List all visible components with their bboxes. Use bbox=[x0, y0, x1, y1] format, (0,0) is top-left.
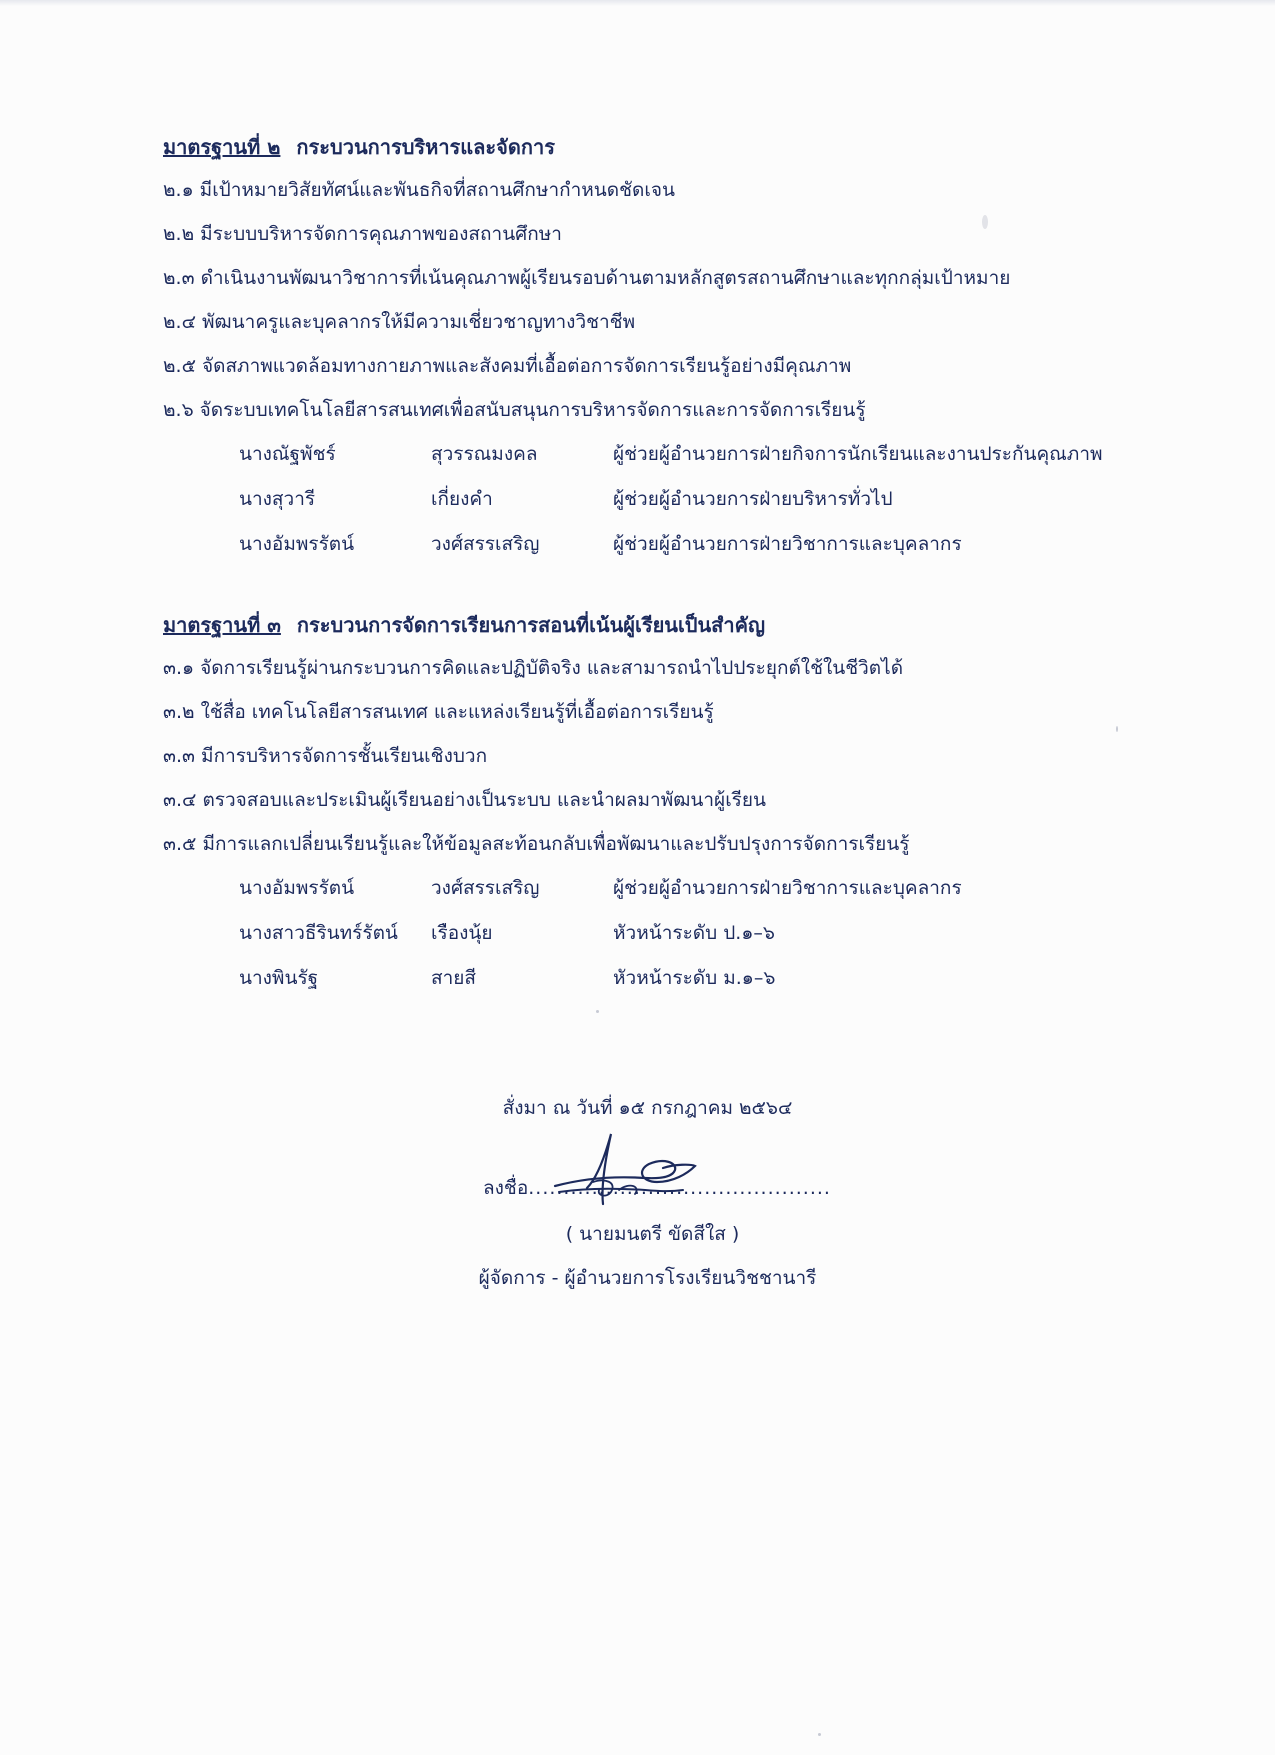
standard-item: ๓.๕ มีการแลกเปลี่ยนเรียนรู้และให้ข้อมูลสะท้อนกลับเพื่อพัฒนาและปรับปรุงการจัดการเรียนรู้ bbox=[163, 833, 910, 855]
assignee-role: ผู้ช่วยผู้อำนวยการฝ่ายกิจการนักเรียนและงานประกันคุณภาพ bbox=[613, 443, 1103, 465]
assignee-last-name: สายสี bbox=[431, 967, 476, 989]
assignee-row bbox=[163, 522, 1010, 567]
standard-3-heading bbox=[163, 604, 909, 646]
order-date: สั่งมา ณ วันที่ ๑๕ กรกฎาคม ๒๕๖๔ bbox=[502, 1097, 793, 1119]
assignee-first-name: นางสุวารี bbox=[239, 488, 316, 510]
standard-item: ๒.๓ ดำเนินงานพัฒนาวิชาการที่เน้นคุณภาพผู้เรียนรอบด้านตามหลักสูตรสถานศึกษาและทุกกลุ่มเป้าหมาย bbox=[163, 267, 1011, 289]
scan-speck bbox=[818, 1733, 821, 1736]
assignee-last-name: วงศ์สรรเสริญ bbox=[431, 877, 540, 899]
standard-2-section bbox=[163, 126, 1103, 567]
assignee-first-name: นางณัฐพัชร์ bbox=[239, 443, 336, 465]
standard-item: ๓.๒ ใช้สื่อ เทคโนโลยีสารสนเทศ และแหล่งเรียนรู้ที่เอื้อต่อการเรียนรู้ bbox=[163, 701, 714, 723]
assignee-role: ผู้ช่วยผู้อำนวยการฝ่ายบริหารทั่วไป bbox=[613, 488, 893, 510]
standard-2-label: มาตรฐานที่ ๒ bbox=[163, 135, 281, 159]
scan-edge bbox=[0, 0, 1275, 6]
assignee-row bbox=[163, 956, 909, 1001]
assignee-role: หัวหน้าระดับ ป.๑–๖ bbox=[613, 922, 775, 944]
standard-3-title: กระบวนการจัดการเรียนการสอนที่เน้นผู้เรียนเป็นสำคัญ bbox=[296, 613, 766, 637]
assignee-last-name: สุวรรณมงคล bbox=[431, 443, 538, 465]
standard-2-title: กระบวนการบริหารและจัดการ bbox=[296, 135, 555, 159]
standard-item: ๓.๓ มีการบริหารจัดการชั้นเรียนเชิงบวก bbox=[163, 745, 488, 767]
assignee-first-name: นางสาวธีรินทร์รัตน์ bbox=[239, 922, 398, 944]
standard-item: ๒.๒ มีระบบบริหารจัดการคุณภาพของสถานศึกษา bbox=[163, 223, 562, 245]
assignee-role: ผู้ช่วยผู้อำนวยการฝ่ายวิชาการและบุคลากร bbox=[613, 533, 962, 555]
scan-speck bbox=[596, 1010, 599, 1013]
assignee-last-name: วงศ์สรรเสริญ bbox=[431, 533, 540, 555]
assignee-last-name: เกี่ยงคำ bbox=[431, 488, 493, 510]
signer-title: ผู้จัดการ - ผู้อำนวยการโรงเรียนวิชชานารี bbox=[478, 1267, 817, 1289]
assignee-first-name: นางอัมพรรัตน์ bbox=[239, 533, 355, 555]
assignee-role: หัวหน้าระดับ ม.๑–๖ bbox=[613, 967, 776, 989]
assignee-first-name: นางพินรัฐ bbox=[239, 967, 319, 989]
standard-item: ๒.๑ มีเป้าหมายวิสัยทัศน์และพันธกิจที่สถานศึกษากำหนดชัดเจน bbox=[163, 179, 675, 201]
standard-item: ๓.๑ จัดการเรียนรู้ผ่านกระบวนการคิดและปฏิบัติจริง และสามารถนำไปประยุกต์ใช้ในชีวิตได้ bbox=[163, 657, 904, 679]
standard-item: ๓.๔ ตรวจสอบและประเมินผู้เรียนอย่างเป็นระบบ และนำผลมาพัฒนาผู้เรียน bbox=[163, 789, 767, 811]
signer-name: ( นายมนตรี ขัดสีใส ) bbox=[565, 1223, 740, 1245]
scan-speck bbox=[982, 215, 988, 229]
standard-3-label: มาตรฐานที่ ๓ bbox=[163, 613, 281, 637]
standard-3-section bbox=[163, 604, 962, 1001]
assignee-row bbox=[163, 432, 1103, 477]
handwritten-signature bbox=[545, 1126, 705, 1216]
assignee-last-name: เรืองนุ้ย bbox=[431, 922, 493, 944]
standard-item: ๒.๔ พัฒนาครูและบุคลากรให้มีความเชี่ยวชาญทางวิชาชีพ bbox=[163, 311, 636, 333]
assignee-role: ผู้ช่วยผู้อำนวยการฝ่ายวิชาการและบุคลากร bbox=[613, 877, 962, 899]
assignee-row bbox=[163, 911, 909, 956]
standard-item: ๒.๕ จัดสภาพแวดล้อมทางกายภาพและสังคมที่เอื้อต่อการจัดการเรียนรู้อย่างมีคุณภาพ bbox=[163, 355, 852, 377]
assignee-row bbox=[163, 477, 1010, 522]
standard-item: ๒.๖ จัดระบบเทคโนโลยีสารสนเทศเพื่อสนับสนุนการบริหารจัดการและการจัดการเรียนรู้ bbox=[163, 399, 866, 421]
sign-dots: ........................................... bbox=[528, 1177, 831, 1199]
scan-speck bbox=[1116, 726, 1118, 732]
assignee-row bbox=[163, 866, 962, 911]
sign-label: ลงชื่อ bbox=[483, 1177, 529, 1199]
assignee-first-name: นางอัมพรรัตน์ bbox=[239, 877, 355, 899]
standard-2-heading bbox=[163, 126, 1010, 168]
